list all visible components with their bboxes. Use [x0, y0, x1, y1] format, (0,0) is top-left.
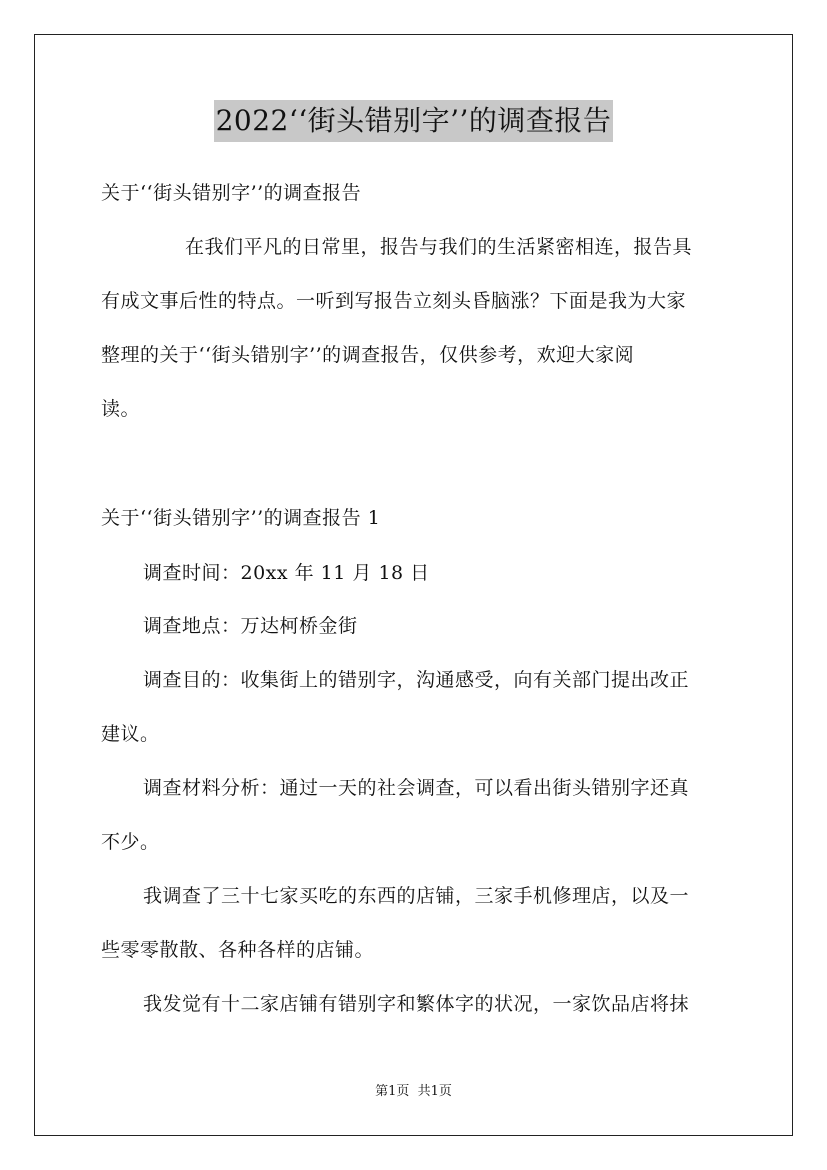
document-title: 2022‘‘街头错别字’’的调查报告 [214, 100, 614, 142]
paragraph-line: 建议。 [101, 723, 160, 745]
paragraph-line: 调查地点：万达柯桥金街 [143, 615, 358, 637]
paragraph-line: 我发觉有十二家店铺有错别字和繁体字的状况，一家饮品店将抹 [143, 993, 690, 1015]
section-heading: 关于‘‘街头错别字’’的调查报告 [101, 182, 362, 204]
paragraph-line: 调查时间：20xx 年 11 月 18 日 [143, 562, 430, 584]
paragraph-line: 调查目的：收集街上的错别字，沟通感受，向有关部门提出改正 [143, 669, 690, 691]
title-container [0, 100, 827, 142]
paragraph-line: 我调查了三十七家买吃的东西的店铺，三家手机修理店，以及一 [143, 885, 690, 907]
page-number: 第1页 共1页 [375, 1084, 452, 1099]
section-heading: 关于‘‘街头错别字’’的调查报告 1 [101, 507, 381, 529]
paragraph-line: 有成文事后性的特点。一听到写报告立刻头昏脑涨？下面是我为大家 [101, 290, 687, 312]
paragraph-line: 读。 [101, 398, 141, 420]
paragraph-line: 些零零散散、各种各样的店铺。 [101, 939, 375, 961]
paragraph-line: 整理的关于‘‘街头错别字’’的调查报告，仅供参考，欢迎大家阅 [101, 344, 635, 366]
paragraph-line: 在我们平凡的日常里，报告与我们的生活紧密相连，报告具 [185, 236, 693, 258]
paragraph-line: 调查材料分析：通过一天的社会调查，可以看出街头错别字还真 [143, 777, 690, 799]
paragraph-line: 不少。 [101, 831, 160, 853]
